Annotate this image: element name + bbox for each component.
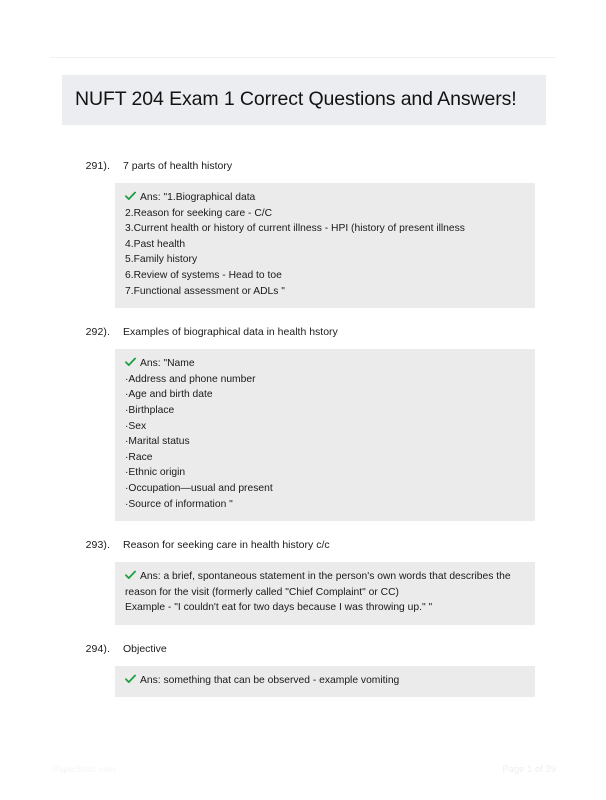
header-divider xyxy=(50,57,556,58)
question-row xyxy=(0,158,606,175)
answer-line: ·Race xyxy=(125,451,153,463)
answer-first-line xyxy=(125,569,525,600)
answer-text: Ans: "Name xyxy=(140,358,195,370)
answer-first-line xyxy=(125,356,525,372)
question-text: 7 parts of health history xyxy=(123,160,233,172)
question-text: Examples of biographical data in health hstory xyxy=(123,326,338,339)
answer-first-line xyxy=(125,673,525,689)
answer-line: 5.Family history xyxy=(125,254,198,266)
answer-line: ·Birthplace xyxy=(125,404,175,416)
answer-line: 6.Review of systems - Head to toe xyxy=(125,269,282,281)
answer-box xyxy=(115,183,535,308)
watermark-text: PaperStitic.com xyxy=(53,764,116,774)
page-number-label: Page 1 of 39 xyxy=(502,764,556,774)
question-text: Objective xyxy=(123,642,167,655)
answer-line: Example - "I couldn't eat for two days because I was throwing up." " xyxy=(125,602,433,614)
check-icon xyxy=(125,357,136,367)
answer-box xyxy=(115,666,535,698)
answer-text: Ans: something that can be observed - example vomiting xyxy=(140,674,400,686)
answer-line: 3.Current health or history of current illness - HPI (history of present illness xyxy=(125,223,465,235)
question-answer-list xyxy=(0,158,606,713)
question-number: 292). xyxy=(85,326,110,339)
question-row xyxy=(0,537,606,554)
answer-box xyxy=(115,349,535,521)
answer-text: Ans: a brief, spontaneous statement in the person's own words that describes the reason for the visit (formerly called "Chief Complaint" or CC) xyxy=(125,571,514,598)
answer-line: ·Ethnic origin xyxy=(125,467,186,479)
answer-line: ·Sex xyxy=(125,420,147,432)
question-text: Reason for seeking care in health history c/c xyxy=(123,539,330,552)
answer-line: ·Occupation—usual and present xyxy=(125,482,273,494)
qa-item xyxy=(0,324,606,521)
answer-box xyxy=(115,562,535,625)
question-number: 291). xyxy=(85,160,110,172)
page-footer xyxy=(0,754,606,800)
check-icon xyxy=(125,570,136,580)
answer-line: 4.Past health xyxy=(125,238,186,250)
answer-line: ·Marital status xyxy=(125,436,190,448)
qa-item xyxy=(0,537,606,625)
answer-line: 7.Functional assessment or ADLs " xyxy=(125,285,285,297)
question-row xyxy=(0,641,606,658)
question-number: 294). xyxy=(85,642,110,655)
answer-line: ·Address and phone number xyxy=(125,373,256,385)
answer-line: ·Source of information " xyxy=(125,498,233,510)
qa-item xyxy=(0,641,606,698)
answer-line: ·Age and birth date xyxy=(125,389,213,401)
check-icon xyxy=(125,674,136,684)
check-icon xyxy=(125,191,136,201)
answer-text: Ans: "1.Biographical data xyxy=(140,192,256,203)
qa-item xyxy=(0,158,606,308)
question-number: 293). xyxy=(85,539,110,552)
page-title: NUFT 204 Exam 1 Correct Questions and Answers! xyxy=(62,75,546,125)
question-row xyxy=(0,324,606,341)
answer-line: 2.Reason for seeking care - C/C xyxy=(125,207,273,219)
answer-first-line xyxy=(125,190,525,206)
